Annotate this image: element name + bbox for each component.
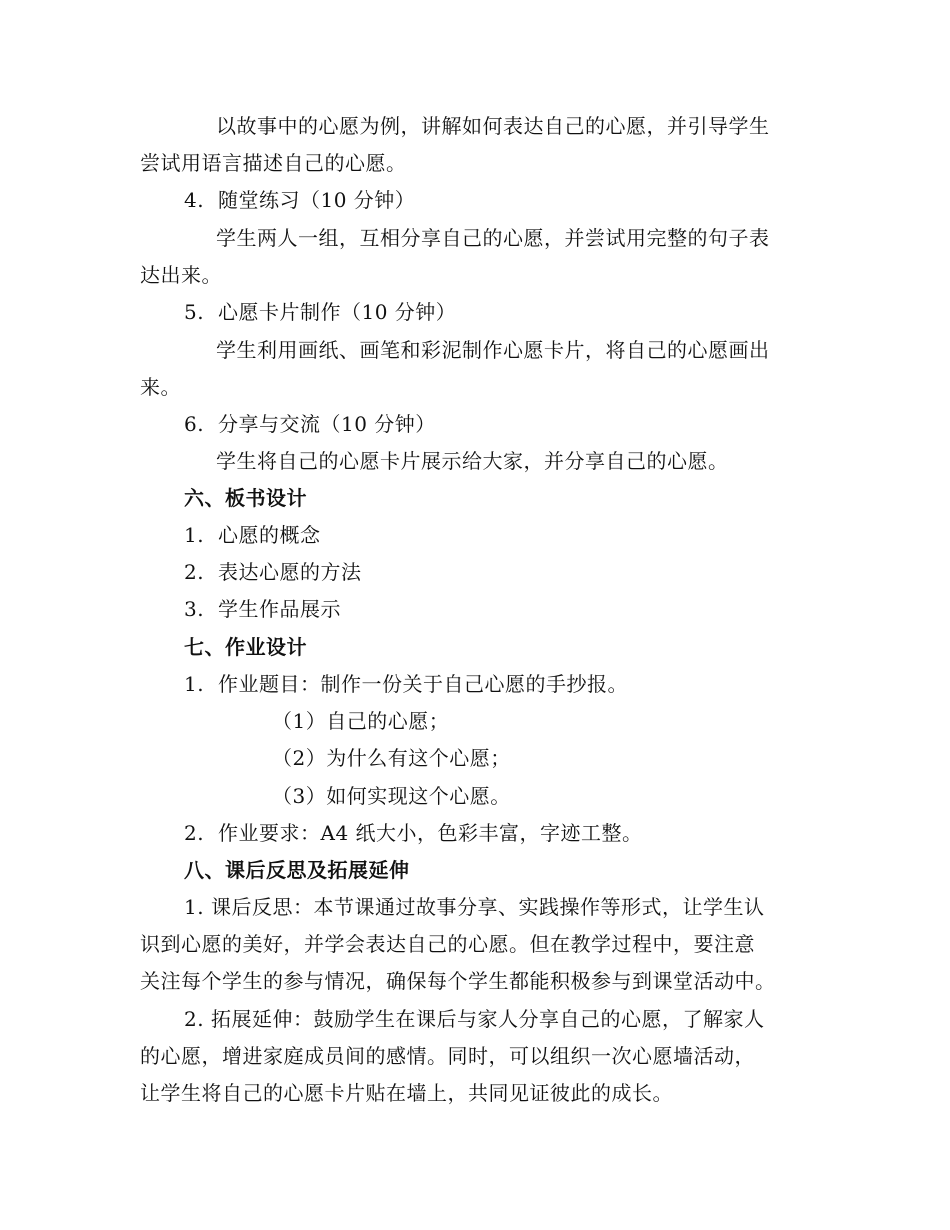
list-text: 作业题目：制作一份关于自己心愿的手抄报。 (218, 672, 628, 696)
paragraph-line: 学生利用画纸、画笔和彩泥制作心愿卡片，将自己的心愿画出 (216, 338, 770, 362)
step-number: 4. (184, 188, 205, 212)
paragraph-line: 1. 课后反思：本节课通过故事分享、实践操作等形式，让学生认 (184, 895, 765, 919)
paragraph-line: 以故事中的心愿为例，讲解如何表达自己的心愿，并引导学生 (216, 114, 770, 138)
sub-item: （2）为什么有这个心愿； (272, 746, 511, 770)
paragraph-line: 学生两人一组，互相分享自己的心愿，并尝试用完整的句子表 (216, 226, 770, 250)
list-item (184, 521, 321, 549)
step-4-title (184, 186, 415, 214)
list-number: 2. (184, 821, 205, 845)
paragraph-line: 让学生将自己的心愿卡片贴在墙上，共同见证彼此的成长。 (140, 1081, 673, 1105)
section-heading-homework: 七、作业设计 (184, 635, 307, 659)
paragraph-line: 来。 (140, 375, 181, 399)
paragraph-line: 的心愿，增进家庭成员间的感情。同时，可以组织一次心愿墙活动， (140, 1044, 755, 1068)
step-title-text: 随堂练习（10 分钟） (218, 188, 416, 212)
paragraph-line: 尝试用语言描述自己的心愿。 (140, 151, 407, 175)
list-item (184, 595, 341, 623)
list-text: 心愿的概念 (218, 523, 321, 547)
sub-item: （1）自己的心愿； (272, 709, 450, 733)
list-number: 3. (184, 597, 205, 621)
list-text: 作业要求：A4 纸大小，色彩丰富，字迹工整。 (218, 821, 643, 845)
list-number: 1. (184, 672, 205, 696)
step-6-title (184, 410, 436, 438)
list-number: 1. (184, 523, 205, 547)
paragraph-line: 2. 拓展延伸：鼓励学生在课后与家人分享自己的心愿，了解家人 (184, 1007, 765, 1031)
paragraph-line: 达出来。 (140, 263, 222, 287)
section-heading-board-design: 六、板书设计 (184, 486, 307, 510)
step-5-title (184, 298, 456, 326)
paragraph-line: 学生将自己的心愿卡片展示给大家，并分享自己的心愿。 (216, 449, 729, 473)
list-number: 2. (184, 560, 205, 584)
step-title-text: 心愿卡片制作（10 分钟） (218, 300, 457, 324)
paragraph-line: 关注每个学生的参与情况，确保每个学生都能积极参与到课堂活动中。 (140, 969, 776, 993)
list-text: 表达心愿的方法 (218, 560, 362, 584)
section-heading-reflection: 八、课后反思及拓展延伸 (184, 858, 410, 882)
list-item (184, 819, 643, 847)
list-text: 学生作品展示 (218, 597, 341, 621)
step-number: 6. (184, 412, 205, 436)
paragraph-line: 识到心愿的美好，并学会表达自己的心愿。但在教学过程中，要注意 (140, 932, 755, 956)
list-item (184, 670, 628, 698)
list-item (184, 558, 362, 586)
step-number: 5. (184, 300, 205, 324)
sub-item: （3）如何实现这个心愿。 (272, 784, 511, 808)
step-title-text: 分享与交流（10 分钟） (218, 412, 436, 436)
